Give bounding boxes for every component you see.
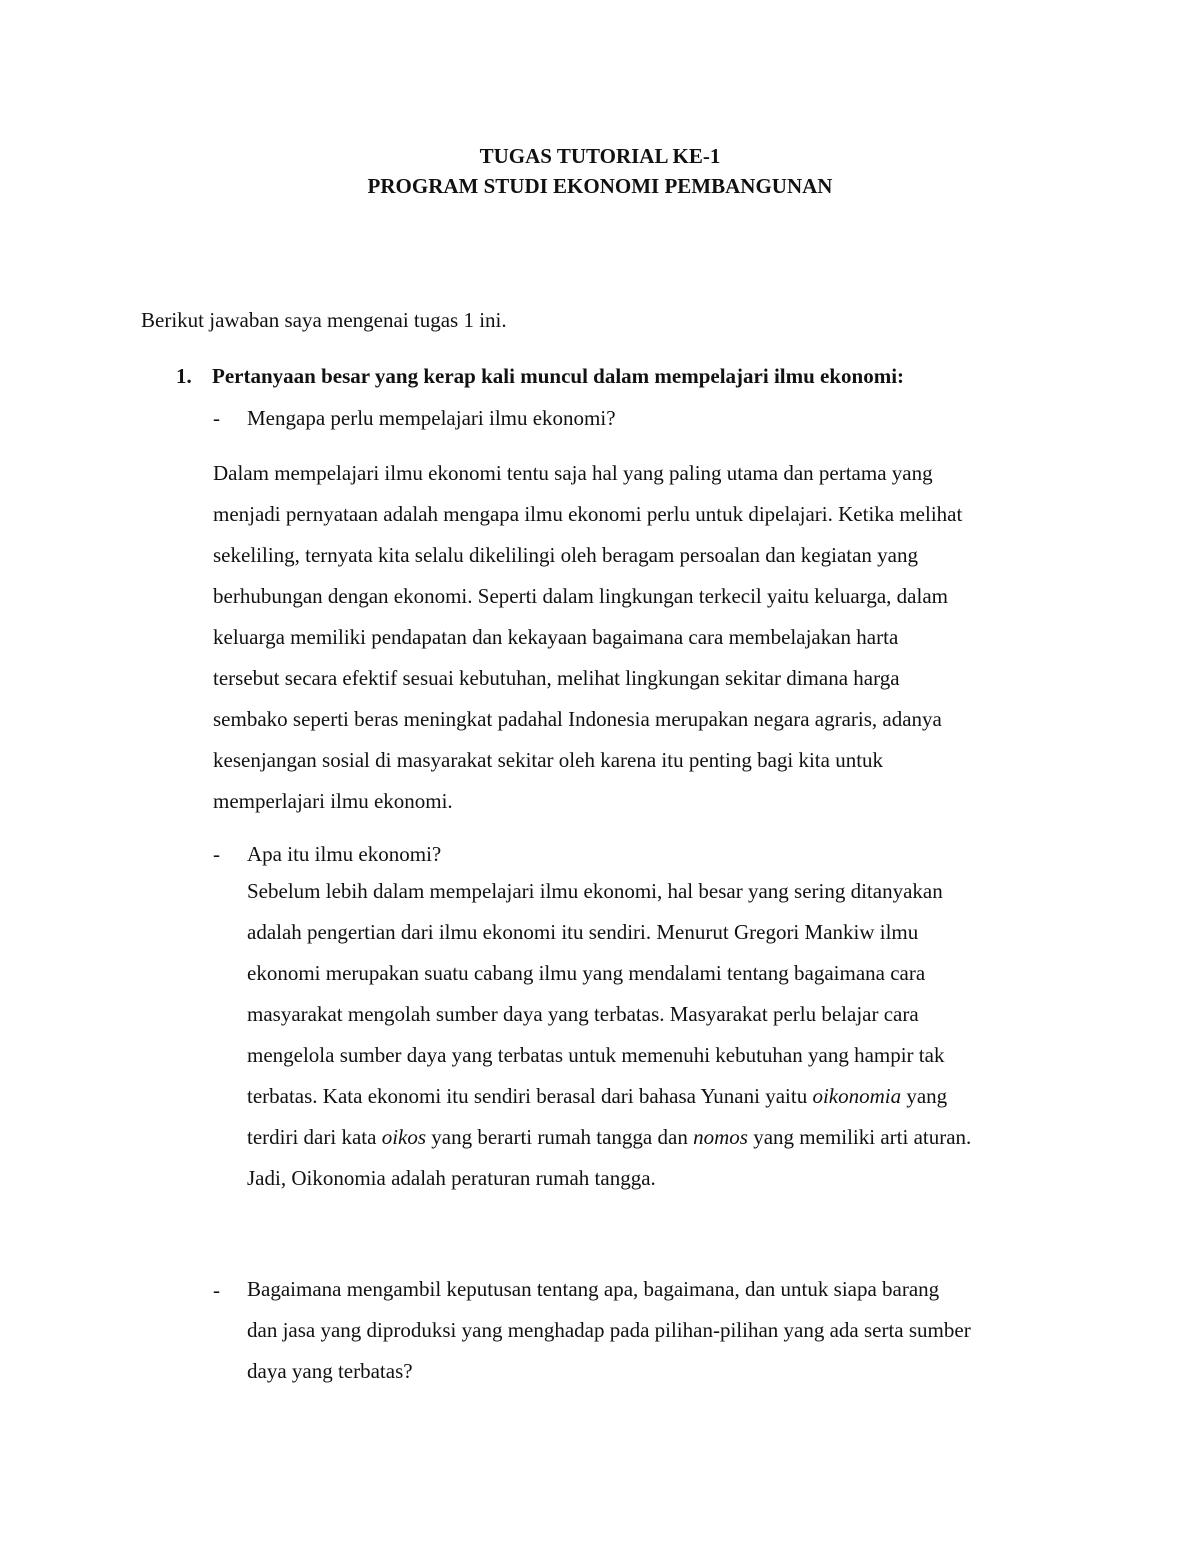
paragraph-line: dan jasa yang diproduksi yang menghadap pada pilihan-pilihan yang ada serta sumber	[247, 1318, 971, 1342]
paragraph-line: ekonomi merupakan suatu cabang ilmu yang mendalami tentang bagaimana cara	[247, 961, 926, 985]
italic-term-nomos: nomos	[693, 1125, 748, 1149]
paragraph-line: sekeliling, ternyata kita selalu dikelilingi oleh beragam persoalan dan kegiatan yang	[213, 543, 919, 567]
italic-term-oikonomia: oikonomia	[812, 1084, 902, 1108]
question-number: 1.	[176, 364, 192, 388]
text-run: yang	[901, 1084, 948, 1108]
paragraph-line: berhubungan dengan ekonomi. Seperti dalam lingkungan terkecil yaitu keluarga, dalam	[213, 584, 948, 608]
document-subtitle: PROGRAM STUDI EKONOMI PEMBANGUNAN	[367, 174, 833, 198]
paragraph-line: keluarga memiliki pendapatan dan kekayaan bagaimana cara membelajakan harta	[213, 625, 899, 649]
paragraph-line: daya yang terbatas?	[247, 1359, 413, 1383]
paragraph-line: Sebelum lebih dalam mempelajari ilmu ekonomi, hal besar yang sering ditanyakan	[247, 879, 943, 903]
paragraph-line: menjadi pernyataan adalah mengapa ilmu ekonomi perlu untuk dipelajari. Ketika melihat	[213, 502, 963, 526]
subquestion-2-text: Apa itu ilmu ekonomi?	[247, 842, 442, 866]
paragraph-line: masyarakat mengolah sumber daya yang terbatas. Masyarakat perlu belajar cara	[247, 1002, 919, 1026]
intro-sentence: Berikut jawaban saya mengenai tugas 1 ini.	[141, 308, 507, 332]
subquestion-3	[213, 1275, 247, 1305]
paragraph-line: Bagaimana mengambil keputusan tentang apa, bagaimana, dan untuk siapa barang	[247, 1277, 940, 1301]
paragraph-line: mengelola sumber daya yang terbatas untuk memenuhi kebutuhan yang hampir tak	[247, 1043, 945, 1067]
subquestion-1-text: Mengapa perlu mempelajari ilmu ekonomi?	[247, 406, 616, 430]
text-run: yang berarti rumah tangga dan	[426, 1125, 694, 1149]
paragraph-line	[247, 1076, 971, 1117]
paragraph-line: Dalam mempelajari ilmu ekonomi tentu saja hal yang paling utama dan pertama yang	[213, 461, 933, 485]
paragraph-line	[247, 1117, 971, 1158]
subquestion-1	[213, 403, 616, 433]
paragraph-line: kesenjangan sosial di masyarakat sekitar oleh karena itu penting bagi kita untuk	[213, 748, 884, 772]
text-run: terbatas. Kata ekonomi itu sendiri berasal dari bahasa Yunani yaitu	[247, 1084, 813, 1108]
subquestion-3-text	[247, 1269, 971, 1392]
bullet-dash: -	[213, 406, 220, 430]
paragraph-line: adalah pengertian dari ilmu ekonomi itu sendiri. Menurut Gregori Mankiw ilmu	[247, 920, 919, 944]
bullet-dash: -	[213, 1278, 220, 1302]
document-title: TUGAS TUTORIAL KE-1	[479, 144, 721, 168]
answer-2-paragraph	[247, 871, 971, 1199]
paragraph-line: tersebut secara efektif sesuai kebutuhan, melihat lingkungan sekitar dimana harga	[213, 666, 900, 690]
italic-term-oikos: oikos	[381, 1125, 427, 1149]
paragraph-line: Jadi, Oikonomia adalah peraturan rumah tangga.	[247, 1166, 656, 1190]
text-run: yang memiliki arti aturan.	[747, 1125, 972, 1149]
bullet-dash: -	[213, 842, 220, 866]
subquestion-2	[213, 839, 441, 869]
text-run: terdiri dari kata	[247, 1125, 382, 1149]
answer-1-paragraph	[213, 453, 962, 822]
question-1-heading	[176, 361, 904, 391]
paragraph-line: sembako seperti beras meningkat padahal Indonesia merupakan negara agraris, adanya	[213, 707, 942, 731]
question-heading-text: Pertanyaan besar yang kerap kali muncul dalam mempelajari ilmu ekonomi:	[212, 364, 905, 388]
paragraph-line: memperlajari ilmu ekonomi.	[213, 789, 453, 813]
